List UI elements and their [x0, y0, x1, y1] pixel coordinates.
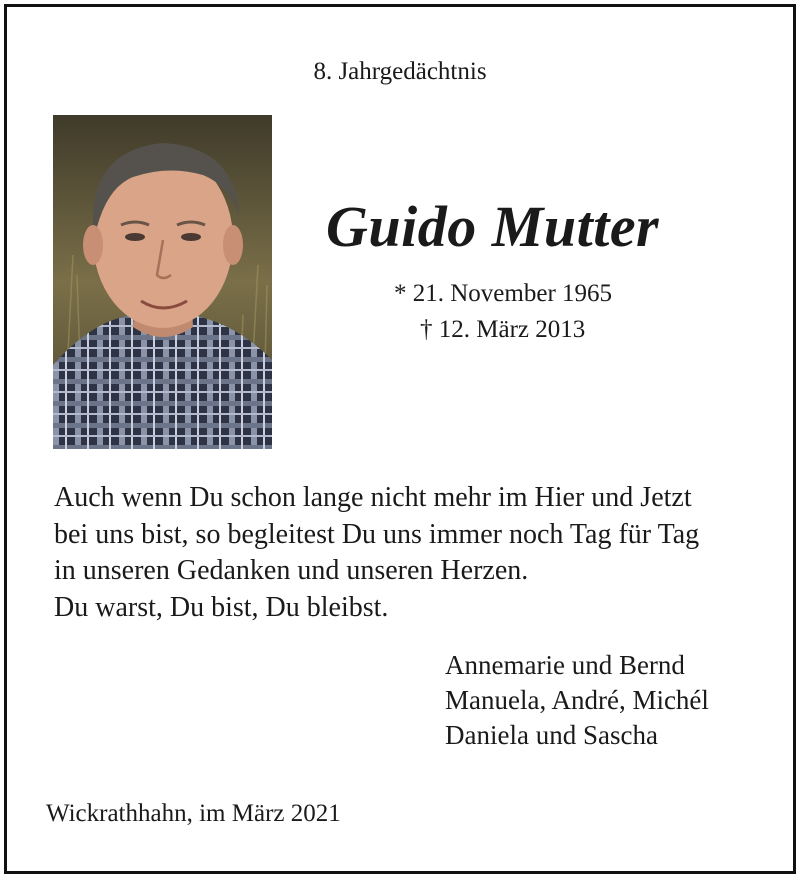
birth-date: * 21. November 1965 [394, 280, 613, 307]
text-line: Du warst, Du bist, Du bleibst. [54, 591, 389, 623]
text-line: Auch wenn Du schon lange nicht mehr im Hier und Jetzt [54, 482, 692, 513]
deceased-name: Guido Mutter [326, 194, 660, 259]
memorial-text [54, 480, 699, 626]
text-line: in unseren Gedanken und unseren Herzen. [54, 555, 529, 586]
anniversary-heading: 8. Jahrgedächtnis [313, 58, 487, 85]
death-date: † 12. März 2013 [420, 316, 586, 343]
text-line: bei uns bist, so begleitest Du uns immer noch Tag für Tag [54, 518, 700, 550]
signer-line: Daniela und Sascha [445, 720, 658, 750]
signer-line: Annemarie und Bernd [445, 650, 685, 680]
signer-line: Manuela, André, Michél [445, 685, 709, 715]
signers-block [445, 648, 709, 753]
portrait-photo [53, 115, 272, 449]
place-date: Wickrathhahn, im März 2021 [46, 800, 341, 827]
